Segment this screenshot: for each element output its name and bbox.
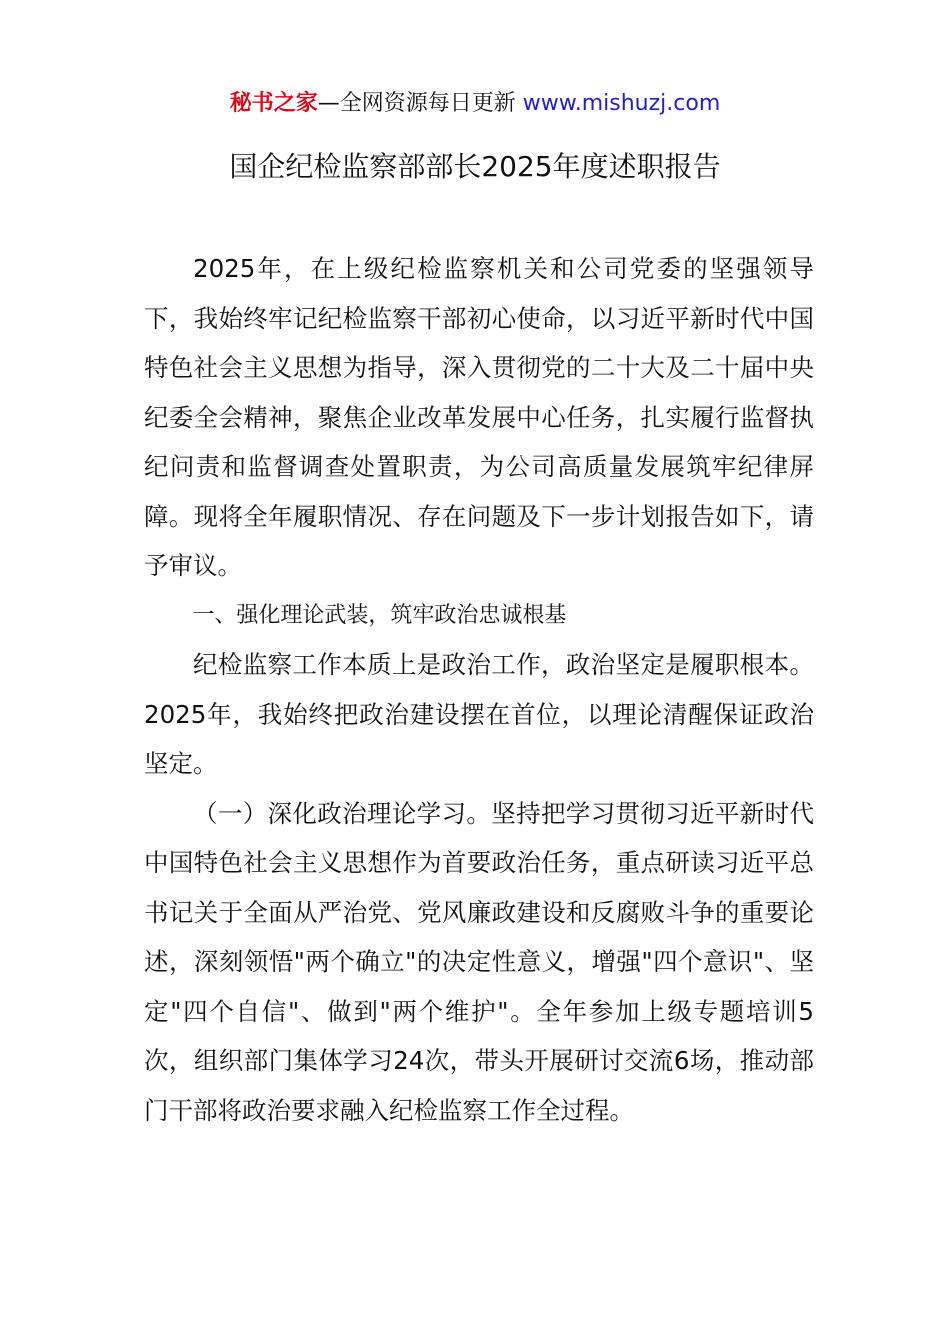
intro-paragraph: 2025年，在上级纪检监察机关和公司党委的坚强领导下，我始终牢记纪检监察干部初心使命，以习近平新时代中国特色社会主义思想为指导，深入贯彻党的二十大及二十届中央纪委全会精神，聚焦企业改革发展中心任务，扎实履行监督执纪问责和监督调查处置职责，为公司高质量发展筑牢纪律屏障。现将全年履职情况、存在问题及下一步计划报告如下，请予审议。 (144, 254, 814, 580)
document-title: 国企纪检监察部部长2025年度述职报告 (229, 150, 721, 183)
section-heading: 一、强化理论武装，筑牢政治忠诚根基 (192, 602, 567, 628)
subsection-paragraph: （一）深化政治理论学习。坚持把学习贯彻习近平新时代中国特色社会主义思想作为首要政治任务，重点研读习近平总书记关于全面从严治党、党风廉政建设和反腐败斗争的重要论述，深刻领悟"两个确立"的决定性意义，增强"四个意识"、坚定"四个自信"、做到"两个维护"。全年参加上级专题培训5次，组织部门集体学习24次，带头开展研讨交流6场，推动部门干部将政治要求融入纪检监察工作全过程。 (144, 798, 814, 1125)
header-tagline: —全网资源每日更新 (317, 91, 523, 116)
document-body (144, 244, 814, 1135)
brand-name: 秘书之家 (229, 91, 318, 116)
site-header (0, 88, 950, 120)
site-url-link[interactable]: www.mishuzj.com (522, 91, 721, 116)
section-intro-paragraph: 纪检监察工作本质上是政治工作，政治坚定是履职根本。2025年，我始终把政治建设摆在首位，以理论清醒保证政治坚定。 (144, 650, 814, 778)
